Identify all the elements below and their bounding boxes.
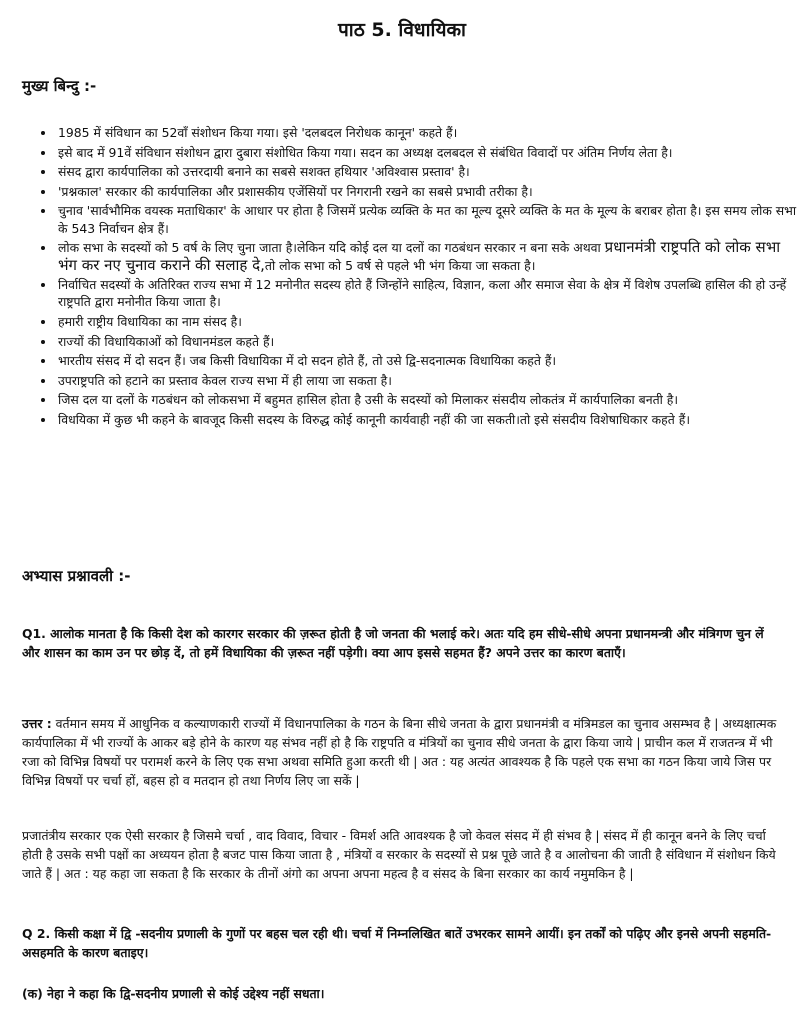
list-item: • इसे बाद में 91वें संविधान संशोधन द्वारा दुबारा संशोधित किया गया। सदन का अध्यक्ष दलबदल से संबंधित विवादों पर अंतिम निर्णय लेता है।: [56, 144, 798, 161]
question-2-part-a: (क) नेहा ने कहा कि द्वि-सदनीय प्रणाली से कोई उद्देश्य नहीं सधता।: [22, 986, 325, 1001]
list-item: • भारतीय संसद में दो सदन हैं। जब किसी विधायिका में दो सदन होते हैं, तो उसे द्वि-सदनात्मक विधायिका कहते हैं।: [56, 352, 798, 369]
list-item: • 'प्रश्नकाल' सरकार की कार्यपालिका और प्रशासकीय एजेंसियों पर निगरानी रखने का सबसे प्रभावी तरीका है।: [56, 183, 798, 200]
main-points-heading: मुख्य बिन्दु :-: [22, 77, 97, 95]
list-item-emphasis: प्रधानमंत्री राष्ट्रपति को लोक सभा भंग कर नए चुनाव कराने की सलाह दे,: [58, 238, 781, 274]
list-item: • विधयिका में कुछ भी कहने के बावजूद किसी सदस्य के विरुद्ध कोई कानूनी कार्यवाही नहीं की जा सकती।तो इसे संसदीय विशेषाधिकार कहते हैं।: [56, 411, 798, 428]
page-title: पाठ 5. विधायिका: [338, 19, 466, 41]
list-item: • राज्यों की विधायिकाओं को विधानमंडल कहते हैं।: [56, 333, 798, 350]
main-points-list: [40, 124, 798, 431]
list-item: • उपराष्ट्रपति को हटाने का प्रस्ताव केवल राज्य सभा में ही लाया जा सकता है।: [56, 372, 798, 389]
list-item-text: लोक सभा के सदस्यों को 5 वर्ष के लिए चुना जाता है।लेकिन यदि कोई दल या दलों का गठबंधन सरकार न बना सके अथवा: [58, 240, 605, 256]
answer-label: उत्तर :: [22, 716, 52, 731]
list-item: • निर्वाचित सदस्यों के अतिरिक्त राज्य सभा में 12 मनोनीत सदस्य होते हैं जिन्होंने साहित्य, विज्ञान, कला और समाज सेवा के क्षेत्र में विशेष उपलब्धि हासिल की हो उन्हें राष्ट्रपति द्वारा मनोनीत किया जाता है।: [56, 276, 798, 311]
list-item: • हमारी राष्ट्रीय विधायिका का नाम संसद है।: [56, 313, 798, 330]
list-item: • 1985 में संविधान का 52वाँ संशोधन किया गया। इसे 'दलबदल निरोधक कानून' कहते हैं।: [56, 124, 798, 141]
question-2: Q 2. किसी कक्षा में द्वि -सदनीय प्रणाली के गुणों पर बहस चल रही थी। चर्चा में निम्नलिखित बातें उभरकर सामने आयीं। इन तर्कों को पढ़िए और इनसे अपनी सहमति-असहमति के कारण बताइए।: [22, 926, 772, 960]
answer-1-paragraph-2: प्रजातंत्रीय सरकार एक ऐसी सरकार है जिसमे चर्चा , वाद विवाद, विचार - विमर्श अति आवश्यक है जो केवल संसद में ही संभव है | संसद में ही कानून बनने के लिए चर्चा होती है उसके सभी पक्षों का अध्ययन होता है बजट पास किया जाता है , मंत्रियों व सरकार के सदस्यों से प्रश्न पूछे जाते है व आलोचना की जाती है संविधान में संशोधन किये जाते हैं | अत : यह कहा जा सकता है कि सरकार के तीनों अंगो का अपना अपना महत्व है व संसद के बिना सरकार का कार्य नमुमकिन है |: [22, 828, 776, 881]
question-1: Q1. आलोक मानता है कि किसी देश को कारगर सरकार की ज़रूत होती है जो जनता की भलाई करे। अतः यदि हम सीधे-सीधे अपना प्रधानमन्त्री और मंत्रिगण चुन लें और शासन का काम उन पर छोड़ दें, तो हमें विधायिका की ज़रूत नहीं पड़ेगी। क्या आप इससे सहमत हैं? अपने उत्तर का कारण बताएँ।: [22, 626, 764, 660]
list-item: [56, 239, 798, 274]
list-item: • संसद द्वारा कार्यपालिका को उत्तरदायी बनाने का सबसे सशक्त हथियार 'अविश्वास प्रस्ताव' है।: [56, 163, 798, 180]
list-item: • चुनाव 'सार्वभौमिक वयस्क मताधिकार' के आधार पर होता है जिसमें प्रत्येक व्यक्ति के मत का मूल्य दूसरे व्यक्ति के मत के मूल्य के बराबर होता है। इस समय लोक सभा के 543 निर्वाचन क्षेत्र हैं।: [56, 202, 798, 237]
exercise-heading: अभ्यास प्रश्नावली :-: [22, 567, 131, 585]
list-item-text: तो लोक सभा को 5 वर्ष से पहले भी भंग किया जा सकता है।: [264, 257, 536, 273]
answer-text: वर्तमान समय में आधुनिक व कल्याणकारी राज्यों में विधानपालिका के गठन के बिना सीधे जनता के द्वारा प्रधानमंत्री व मंत्रिमडल का चुनाव असम्भव है | अध्यक्षात्मक कार्यपालिका में भी राज्यों के आकर बड़े होने के कारण यह संभव नहीं हो है कि राष्ट्रपति व मंत्रियों का चुनाव सीधे जनता के द्वारा किया जाये | प्राचीन कल में राजतन्त्र में भी रजा को विभिन्न विषयों पर परामर्श करने के लिए एक सभा अथवा समिति हुआ करती थी | अत : यह अत्यंत आवश्यक है कि पहले एक सभा का गठन किया जाये जिस पर विभिन्न विषयों पर चर्चा हों, बहस हो व मतदान हो तथा निर्णय लिए जा सकें |: [22, 716, 777, 788]
list-item: • जिस दल या दलों के गठबंधन को लोकसभा में बहुमत हासिल होता है उसी के सदस्यों को मिलाकर संसदीय लोकतंत्र में कार्यपालिका बनती है।: [56, 391, 798, 408]
answer-1-paragraph-1: [22, 714, 784, 790]
